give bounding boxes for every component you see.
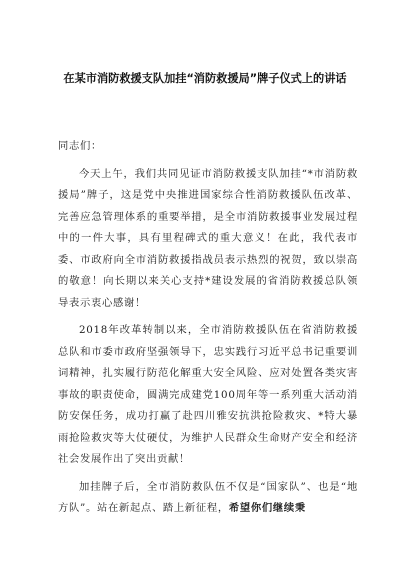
paragraph-2: 2018年改革转制以来，全市消防救援队伍在省消防救援总队和市委市政府坚强领导下，忠实践行习近平总书记重要训词精神，扎实履行防范化解重大安全风险、应对处置各类灾害事故的职责使命，圆满完成建党100周年等一系列重大活动消防安保任务，成功打赢了赴四川雅安抗洪抢险救灾、*特大暴雨抢险救灾等大仗硬仗，为维护人民群众生命财产安全和经济社会发展作出了突出贡献！	[58, 324, 358, 465]
document-title: 在某市消防救援支队加挂“消防救援局”牌子仪式上的讲话	[63, 72, 347, 85]
document-body	[58, 136, 358, 526]
paragraph-3-text: 加挂牌子后，全市消防救队伍不仅是“国家队”、也是“地方队”。站在新起点、踏上新征程，	[58, 480, 358, 514]
paragraph-3	[58, 477, 358, 520]
salutation: 同志们：	[58, 140, 102, 152]
paragraph-1: 今天上午，我们共同见证市消防救援支队加挂“*市消防救援局”牌子，这是党中央推进国家综合性消防救援队伍改革、完善应急管理体系的重要举措，是全市消防救援事业发展过程中的一件大事，具有里程碑式的重大意义！在此，我代表市委、市政府向全市消防救援指战员表示热烈的祝贺，致以崇高的敬意！向长期以来关心支持*建设发展的省消防救援总队领导表示衷心感谢！	[58, 167, 358, 309]
paragraph-3-bold-text: 希望你们继续秉	[228, 502, 306, 514]
